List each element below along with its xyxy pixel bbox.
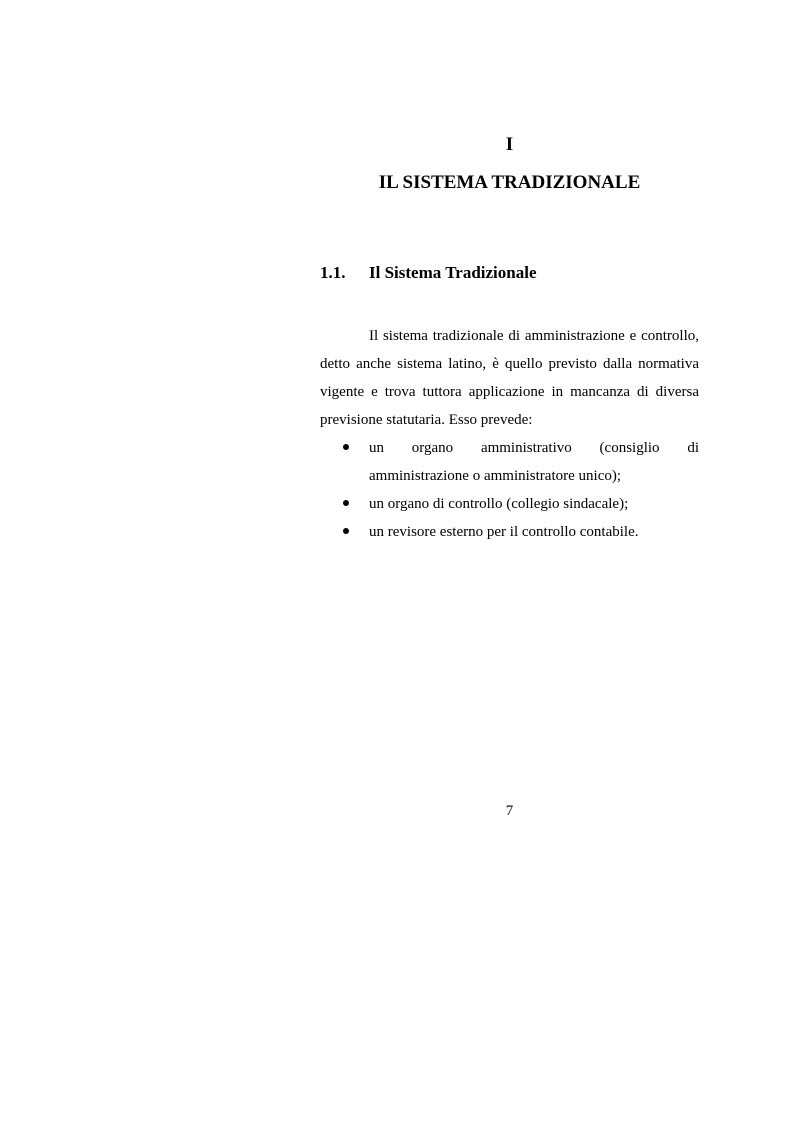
bullet-list xyxy=(320,434,699,546)
bullet-icon xyxy=(343,434,353,462)
section-title: Il Sistema Tradizionale xyxy=(369,263,537,282)
list-item xyxy=(320,434,699,490)
chapter-title: IL SISTEMA TRADIZIONALE xyxy=(378,172,641,193)
page-number: 7 xyxy=(505,803,514,819)
list-item-text: un organo di controllo (collegio sindacale); xyxy=(369,496,629,512)
section-number: 1.1. xyxy=(320,263,346,282)
list-item xyxy=(320,518,699,546)
bullet-icon xyxy=(343,518,353,546)
bullet-icon xyxy=(343,490,353,518)
list-item xyxy=(320,490,699,518)
body-paragraph: Il sistema tradizionale di amministrazione e controllo, detto anche sistema latino, è quello previsto dalla normativa vigente e trova tuttora applicazione in mancanza di diversa previsione statutaria. Esso prevede: xyxy=(320,328,699,428)
section-heading xyxy=(320,262,699,284)
chapter-number: I xyxy=(505,134,514,155)
list-item-text: un revisore esterno per il controllo contabile. xyxy=(369,524,639,540)
list-item-text: un organo amministrativo (consiglio di amministrazione o amministratore unico); xyxy=(369,440,699,484)
